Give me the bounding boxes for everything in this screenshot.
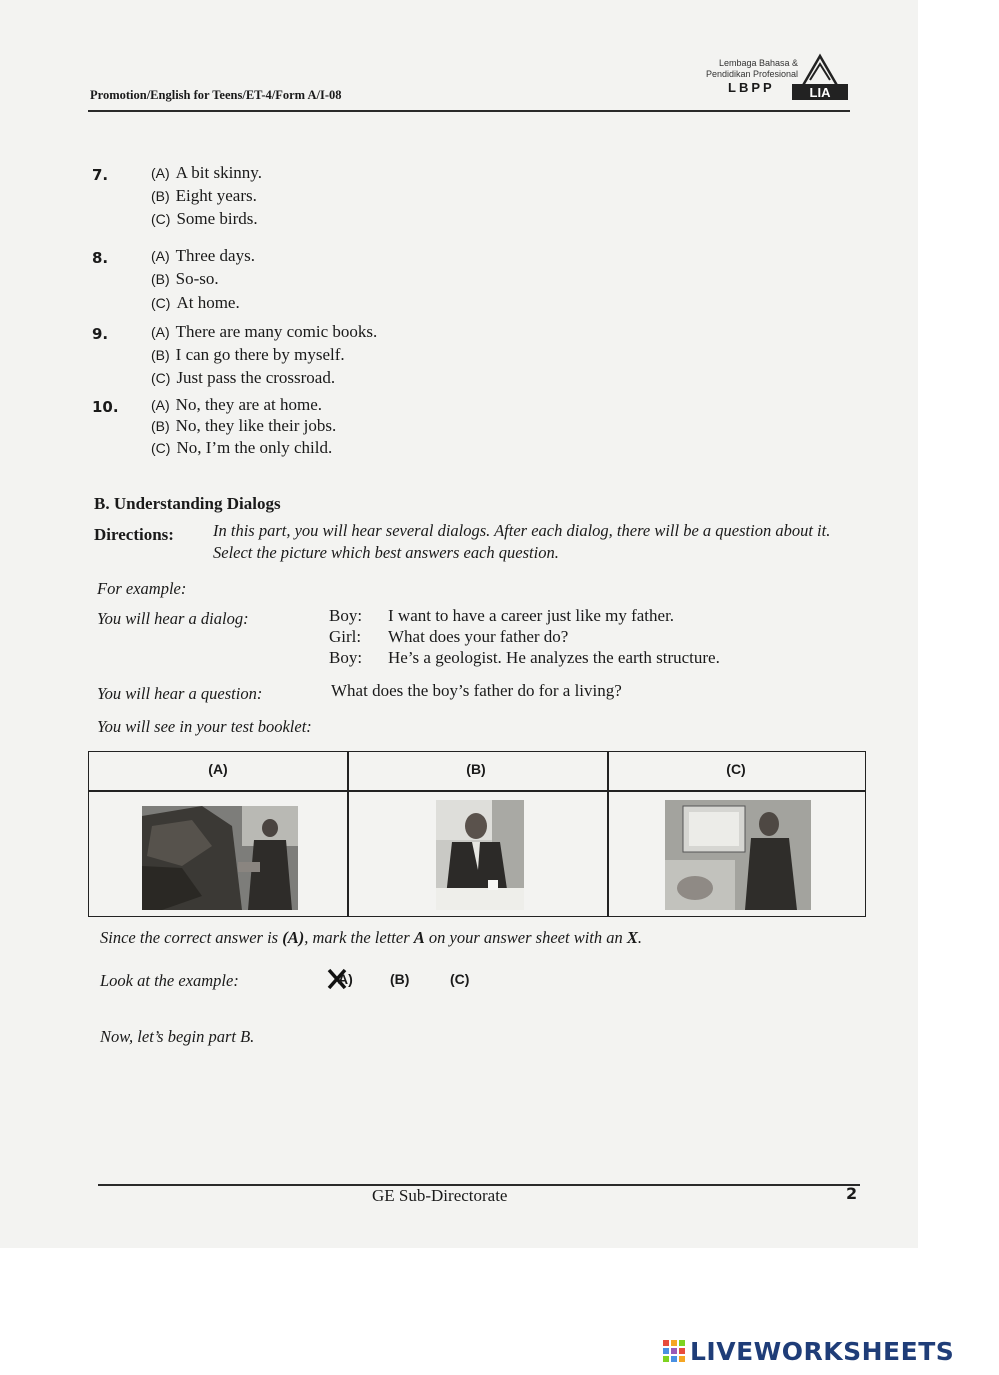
option-a[interactable]: (A) A bit skinny. — [151, 163, 262, 182]
column-header-b: (B) — [466, 761, 486, 777]
example-choice-c[interactable]: (C) — [450, 971, 470, 987]
choice-label: A) — [338, 971, 353, 987]
question-number: 7. — [92, 166, 109, 184]
example-choice-a-marked[interactable] — [326, 966, 358, 994]
example-choice-b[interactable]: (B) — [390, 971, 410, 987]
option-b[interactable]: (B) Eight years. — [151, 186, 257, 205]
directions-label: Directions: — [94, 525, 174, 544]
option-c[interactable]: (C) At home. — [151, 293, 240, 312]
option-c[interactable]: (C) Some birds. — [151, 209, 258, 228]
institution-abbr: LBPP — [728, 80, 775, 95]
option-a[interactable]: (A) There are many comic books. — [151, 322, 378, 341]
form-code: Promotion/English for Teens/ET-4/Form A/I-08 — [90, 88, 342, 102]
institution-name-line1: Lembaga Bahasa & — [718, 58, 798, 68]
option-a[interactable]: (A) No, they are at home. — [151, 395, 323, 414]
option-b[interactable]: (B) No, they like their jobs. — [151, 416, 337, 435]
option-b[interactable]: (B) So-so. — [151, 269, 219, 288]
dialog-speaker: Girl: — [329, 627, 362, 646]
example-question: What does the boy’s father do for a living? — [331, 681, 622, 700]
dialog-line: He’s a geologist. He analyzes the earth structure. — [388, 648, 720, 667]
header-rule — [88, 110, 850, 112]
photo-geologist[interactable] — [142, 806, 298, 910]
question-number: 10. — [92, 398, 119, 416]
footer-department: GE Sub-Directorate — [372, 1186, 508, 1205]
hear-question-label: You will hear a question: — [97, 684, 263, 703]
table-header-divider — [89, 790, 865, 792]
lia-logo-icon — [790, 50, 850, 106]
see-booklet-label: You will see in your test booklet: — [97, 717, 312, 736]
answer-instruction: Since the correct answer is (A), mark the letter A on your answer sheet with an X. — [100, 928, 643, 947]
option-a[interactable]: (A) Three days. — [151, 246, 255, 265]
hear-dialog-label: You will hear a dialog: — [97, 609, 249, 628]
option-c[interactable]: (C) No, I’m the only child. — [151, 438, 333, 457]
picture-table — [88, 751, 866, 917]
liveworksheets-logo-icon — [663, 1340, 685, 1362]
dialog-line: I want to have a career just like my father. — [388, 606, 675, 625]
option-c[interactable]: (C) Just pass the crossroad. — [151, 368, 336, 387]
photo-doctor[interactable] — [665, 800, 811, 910]
begin-part-b: Now, let’s begin part B. — [100, 1027, 255, 1046]
page-number: 2 — [846, 1184, 858, 1203]
column-header-a: (A) — [208, 761, 228, 777]
section-title: B. Understanding Dialogs — [94, 494, 281, 513]
look-example-label: Look at the example: — [100, 971, 239, 990]
dialog-line: What does your father do? — [388, 627, 569, 646]
question-number: 9. — [92, 325, 109, 343]
dialog-speaker: Boy: — [329, 648, 363, 667]
liveworksheets-brand: LIVEWORKSHEETS — [690, 1337, 955, 1366]
directions-text: In this part, you will hear several dialogs. After each dialog, there will be a question about it. Select the picture which best answers each question. — [213, 521, 831, 562]
column-header-c: (C) — [726, 761, 746, 777]
logo-text: LIA — [809, 85, 831, 100]
for-example-label: For example: — [97, 579, 187, 598]
photo-businessman[interactable] — [436, 800, 524, 910]
dialog-speaker: Boy: — [329, 606, 363, 625]
question-number: 8. — [92, 249, 109, 267]
institution-name-line2: Pendidikan Profesional — [705, 69, 798, 79]
option-b[interactable]: (B) I can go there by myself. — [151, 345, 345, 364]
